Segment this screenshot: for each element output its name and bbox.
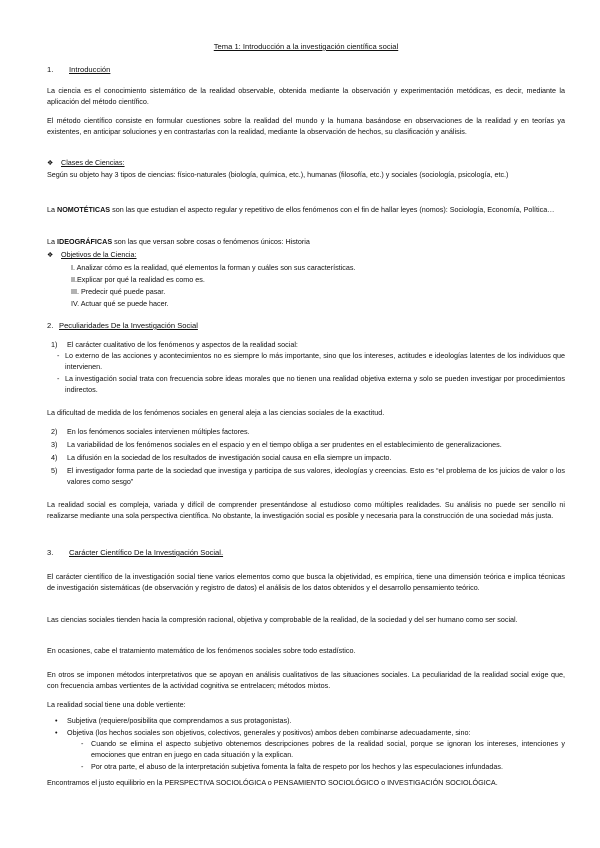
term: IDEOGRÁFICAS (57, 237, 113, 246)
item-text: Lo externo de las acciones y acontecimientos no es siempre lo más importante, sino que los intereses, actitudes e ideologías latentes de los individuos que intervienen. (65, 351, 565, 371)
item-text: Objetiva (los hechos sociales son objetivos, colectivos, generales y positivos) ambos deben combinarse adecuadamente, sino: (67, 728, 471, 737)
item-text: El carácter cualitativo de los fenómenos y aspectos de la realidad social: (67, 340, 298, 349)
text: La (47, 237, 57, 246)
item-text: El investigador forma parte de la sociedad que investiga y participa de sus valores, ideologías y creencias. Esto es “el problema de los juicios de valor o los valores como sesgo” (67, 466, 565, 486)
dash-bullet: - (81, 762, 84, 771)
item-number: 2) (51, 427, 58, 436)
paragraph: La ciencia es el conocimiento sistemático de la realidad observable, obtenida mediante la observación y experimentación metódicas, es decir, mediante la aplicación del método científico. (47, 86, 565, 106)
diamond-bullet-icon: ❖ (47, 252, 54, 259)
item-text: Cuando se elimina el aspecto subjetivo obtenemos descripciones pobres de la realidad social, porque se ignoran los intereses, intenciones y emociones que entran en juego en cada situación y la explican. (91, 739, 565, 759)
paragraph: La dificultad de medida de los fenómenos sociales en general aleja a las ciencias sociales de la exactitud. (47, 408, 385, 417)
paragraph-nomoteticas (47, 205, 565, 216)
paragraph: En otros se imponen métodos interpretativos que se apoyan en análisis cualitativos de las situaciones sociales. La peculiaridad de la realidad social exige que, con frecuencia ambas vertientes de la actividad cognitiva se entrelacen; métodos mixtos. (47, 670, 565, 690)
dash-bullet: - (57, 374, 60, 383)
section-number: 3. (47, 548, 54, 557)
section-number: 1. (47, 65, 54, 74)
list-item: II.Explicar por qué la realidad es como es. (71, 275, 205, 284)
item-text: La investigación social trata con frecuencia sobre ideas morales que no tienen una realidad objetiva externa y solo se pueden investigar por procedimientos indirectos. (65, 374, 565, 394)
item-text: La variabilidad de los fenómenos sociales en el espacio y en el tiempo obliga a ser prudentes en el establecimiento de generalizaciones. (67, 440, 502, 449)
section-title: Introducción (69, 65, 111, 74)
section-3-heading (47, 548, 565, 559)
bullet-icon: • (55, 716, 58, 725)
item-number: 3) (51, 440, 58, 449)
subheading: Objetivos de la Ciencia: (61, 250, 137, 259)
section-number: 2. (47, 321, 54, 330)
list-item: IV. Actuar qué se puede hacer. (71, 299, 169, 308)
item-text: Por otra parte, el abuso de la interpretación subjetiva fomenta la falta de respeto por los hechos y las especulaciones infundadas. (91, 762, 503, 771)
paragraph: La realidad social tiene una doble vertiente: (47, 700, 186, 709)
list-item: I. Analizar cómo es la realidad, qué elementos la forman y cuáles son sus características. (71, 263, 356, 272)
subheading: Clases de Ciencias: (61, 158, 125, 167)
paragraph: Según su objeto hay 3 tipos de ciencias: físico-naturales (biología, química, etc.), humanas (filosofía, etc.) y sociales (sociología, psicología, etc.) (47, 170, 509, 179)
clases-heading (47, 158, 565, 170)
paragraph: El carácter científico de la investigación social tiene varios elementos como que busca la objetividad, es empírica, tiene una dimensión teórica e implica técnicas de investigación sistemáticas (de observación y registro de datos) el análisis de los datos obtenidos y el desarrollo pensamiento teórico. (47, 572, 565, 592)
paragraph: El método científico consiste en formular cuestiones sobre la realidad del mundo y la humana basándose en observaciones de la realidad y en teorías ya existentes, en anticipar soluciones y en contrastarlas con la realidad, mediante la observación de hechos, su clasificación y análisis. (47, 116, 565, 136)
bullet-icon: • (55, 728, 58, 737)
paragraph-ideograficas (47, 237, 565, 248)
paragraph: La realidad social es compleja, variada y difícil de comprender presentándose al estudioso como múltiples realidades. Su análisis no puede ser sencillo ni realizarse mediante una sola perspectiva científica. No obstante, la investigación social es posible y necesaria para la construcción de una sociedad más justa. (47, 500, 565, 520)
paragraph: En ocasiones, cabe el tratamiento matemático de los fenómenos sociales sobre todo estadístico. (47, 646, 356, 655)
item-number: 5) (51, 466, 58, 475)
objetivos-heading (47, 250, 565, 262)
section-1-heading (47, 65, 565, 76)
section-title: Carácter Científico De la Investigación Social. (69, 548, 224, 557)
item-number: 1) (51, 340, 58, 349)
diamond-bullet-icon: ❖ (47, 160, 54, 167)
list-item: III. Predecir qué puede pasar. (71, 287, 166, 296)
paragraph: Encontramos el justo equilibrio en la PERSPECTIVA SOCIOLÓGICA o PENSAMIENTO SOCIOLÓGICO o INVESTIGACIÓN SOCIOLÓGICA. (47, 778, 498, 787)
text: son las que estudian el aspecto regular y repetitivo de ellos fenómenos con el fin de hallar leyes (nomos): Sociología, Economía, Política… (110, 205, 555, 214)
item-text: En los fenómenos sociales intervienen múltiples factores. (67, 427, 250, 436)
section-2-heading (47, 321, 565, 332)
item-text: Subjetiva (requiere/posibilita que comprendamos a sus protagonistas). (67, 716, 292, 725)
text: son las que versan sobre cosas o fenómenos únicos: Historia (112, 237, 310, 246)
item-text: La difusión en la sociedad de los resultados de investigación social causa en ella siempre un impacto. (67, 453, 392, 462)
section-title: Peculiaridades De la Investigación Social (59, 321, 198, 330)
term: NOMOTÉTICAS (57, 205, 111, 214)
paragraph: Las ciencias sociales tienden hacia la compresión racional, objetiva y comprobable de la realidad, de la sociedad y del ser humano como ser social. (47, 615, 518, 624)
document-title: Tema 1: Introducción a la investigación científica social (213, 42, 399, 51)
dash-bullet: - (81, 739, 84, 748)
dash-bullet: - (57, 351, 60, 360)
item-number: 4) (51, 453, 58, 462)
text: La (47, 205, 57, 214)
